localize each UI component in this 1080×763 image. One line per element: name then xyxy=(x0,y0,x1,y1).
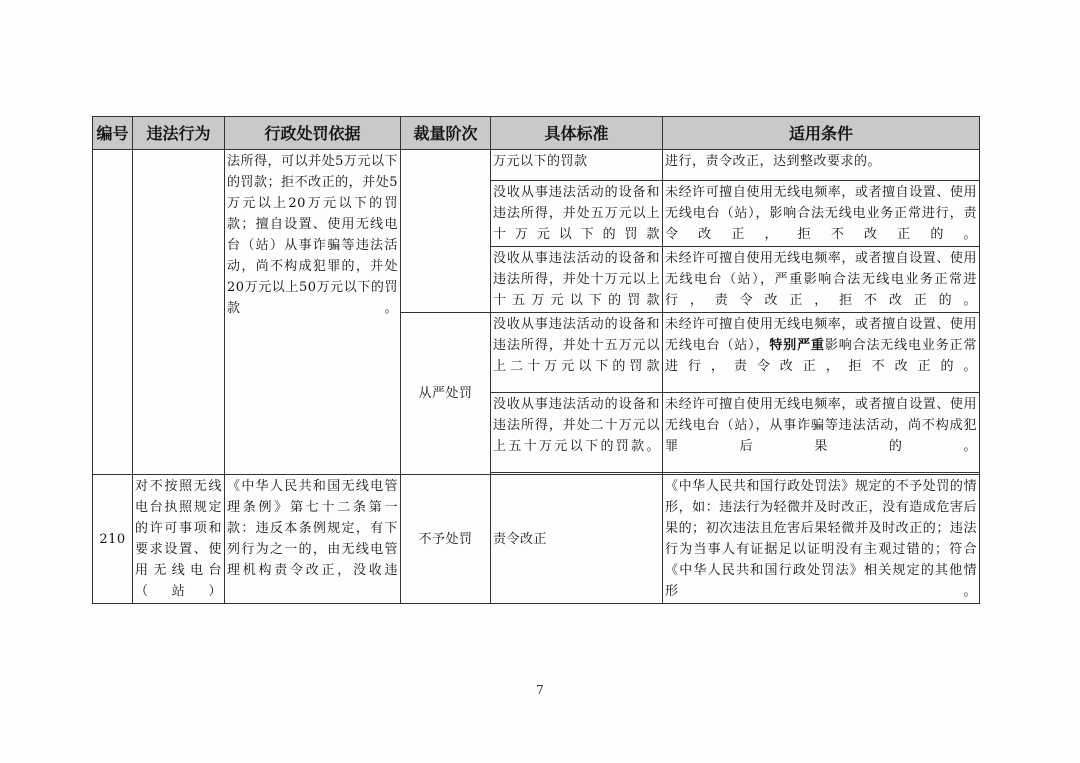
standard-cell: 责令改正 xyxy=(491,475,663,604)
violation-cell: 对不按照无线电台执照规定的许可事项和要求设置、使用无线电台（站） xyxy=(133,475,225,604)
cont-violation-cell xyxy=(133,150,225,475)
standard-cell: 万元以下的罚款 xyxy=(491,150,663,181)
condition-text: 影响合法无线电业务正常进行，责令改正，拒不改正的。 xyxy=(665,338,977,374)
condition-cell: 进行，责令改正，达到整改要求的。 xyxy=(663,150,980,181)
condition-text: 未经许可擅自使用无线电频率，或者擅自设置、使用无线电台（站）， xyxy=(665,317,977,353)
header-basis: 行政处罚依据 xyxy=(225,117,401,150)
page-number: 7 xyxy=(536,683,544,697)
condition-cell: 《中华人民共和国行政处罚法》规定的不予处罚的情形，如：违法行为轻微并及时改正，没有造成危害后果的；初次违法且危害后果轻微并及时改正的；违法行为当事人有证据足以证明没有主观过错的；符合《中华人民共和国行政处罚法》相关规定的其他情形。 xyxy=(663,475,980,604)
standard-cell: 没收从事违法活动的设备和违法所得，并处二十万元以上五十万元以下的罚款。 xyxy=(491,393,663,473)
condition-cell: 未经许可擅自使用无线电频率，或者擅自设置、使用无线电台（站），从事诈骗等违法活动，尚不构成犯罪后果的。 xyxy=(663,393,980,473)
table-row-210 xyxy=(93,475,980,604)
penalty-table xyxy=(92,116,980,604)
condition-cell xyxy=(663,313,980,393)
standard-cell: 没收从事违法活动的设备和违法所得，并处十万元以上十五万元以下的罚款 xyxy=(491,247,663,313)
condition-cell: 未经许可擅自使用无线电频率，或者擅自设置、使用无线电台（站），严重影响合法无线电业务正常进行，责令改正，拒不改正的。 xyxy=(663,247,980,313)
header-violation: 违法行为 xyxy=(133,117,225,150)
header-level: 裁量阶次 xyxy=(401,117,491,150)
condition-emphasis: 特别严重 xyxy=(769,338,825,353)
condition-cell: 未经许可擅自使用无线电频率，或者擅自设置、使用无线电台（站），影响合法无线电业务正常进行，责令改正，拒不改正的。 xyxy=(663,181,980,247)
header-number: 编号 xyxy=(93,117,133,150)
row-number: 210 xyxy=(93,475,133,604)
level-cell-strict: 从严处罚 xyxy=(401,313,491,475)
header-condition: 适用条件 xyxy=(663,117,980,150)
standard-cell: 没收从事违法活动的设备和违法所得，并处十五万元以上二十万元以下的罚款 xyxy=(491,313,663,393)
cont-level-cell-upper xyxy=(401,150,491,313)
cont-number-cell xyxy=(93,150,133,475)
basis-cell: 《中华人民共和国无线电管理条例》第七十二条第一款：违反本条例规定，有下列行为之一的，由无线电管理机构责令改正，没收违 xyxy=(225,475,401,604)
cont-basis-cell: 法所得，可以并处5万元以下的罚款；拒不改正的，并处5万元以上20万元以下的罚款；擅自设置、使用无线电台（站）从事诈骗等违法活动，尚不构成犯罪的，并处20万元以上50万元以下的罚款。 xyxy=(225,150,401,475)
standard-cell: 没收从事违法活动的设备和违法所得，并处五万元以上十万元以下的罚款 xyxy=(491,181,663,247)
table-row xyxy=(93,150,980,181)
level-cell: 不予处罚 xyxy=(401,475,491,604)
header-standard: 具体标准 xyxy=(491,117,663,150)
header-row xyxy=(93,117,980,150)
